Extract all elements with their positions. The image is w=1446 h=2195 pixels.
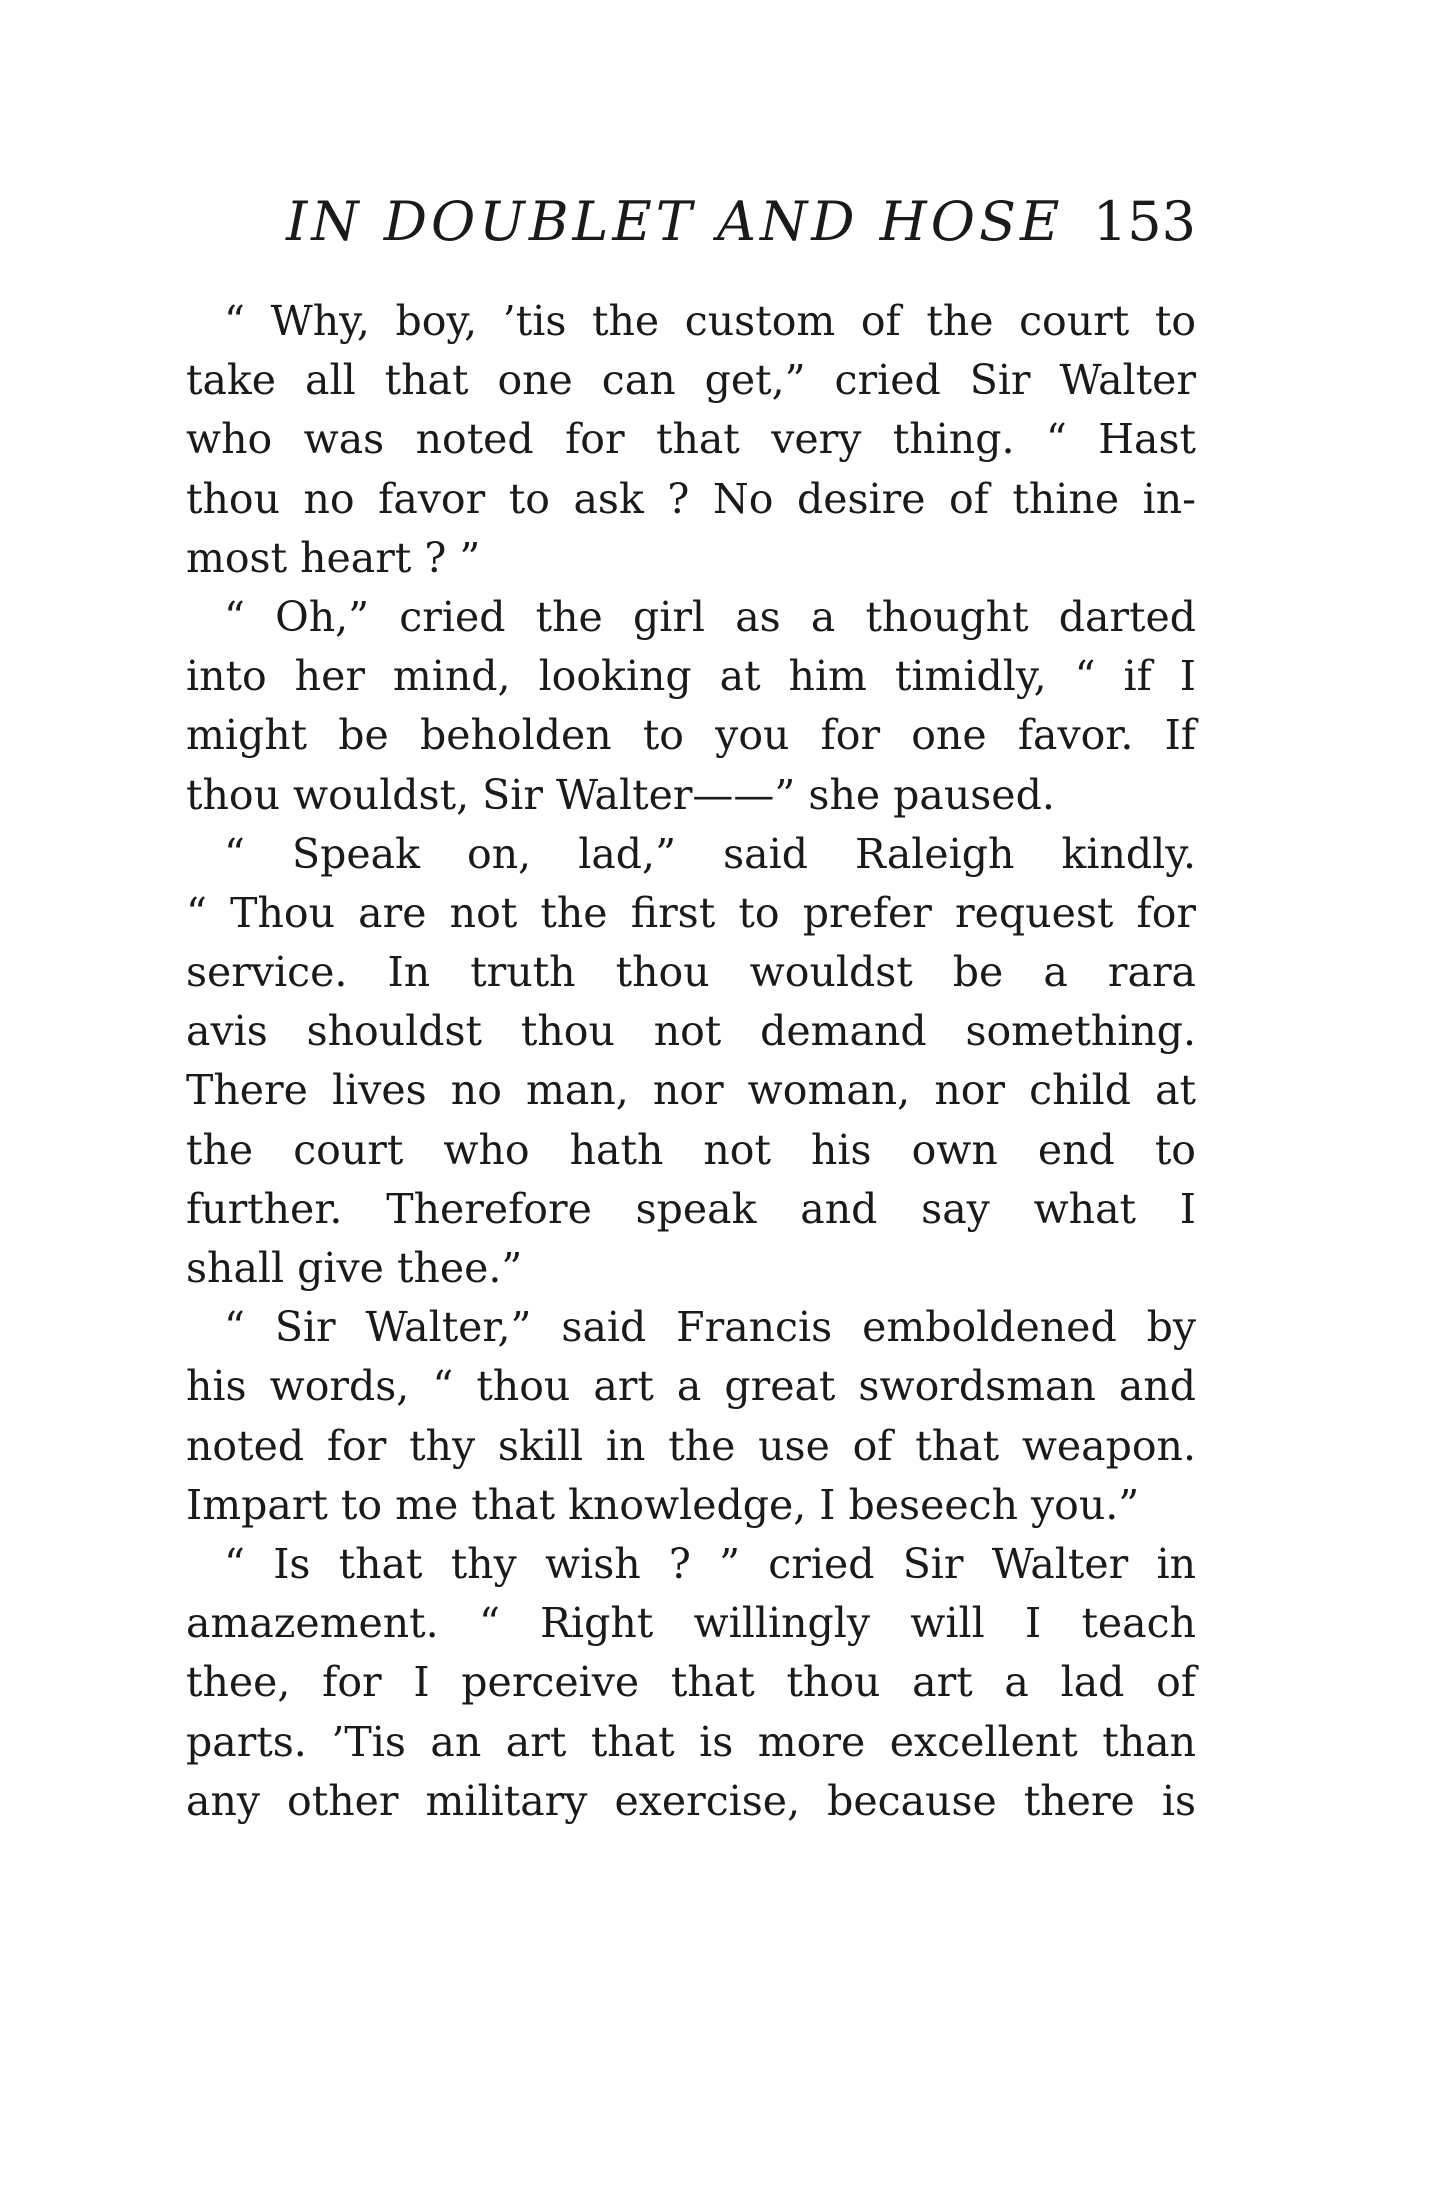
text-line: might be beholden to you for one favor. If [186, 711, 1196, 760]
running-title: IN DOUBLET AND HOSE [286, 190, 1064, 253]
text-line: “ Speak on, lad,” said Raleigh kindly. [224, 829, 1196, 878]
text-line: There lives no man, nor woman, nor child at [186, 1066, 1196, 1115]
text-line: into her mind, looking at him timidly, “ if I [186, 652, 1196, 701]
text-line: take all that one can get,” cried Sir Walter [186, 356, 1196, 405]
text-line: thee, for I perceive that thou art a lad of [186, 1658, 1196, 1707]
text-line: “ Sir Walter,” said Francis emboldened by [224, 1303, 1196, 1352]
text-line: noted for thy skill in the use of that weapon. [186, 1421, 1196, 1470]
text-line: “ Thou are not the first to prefer request for [186, 888, 1196, 937]
text-line: “ Oh,” cried the girl as a thought darted [224, 592, 1196, 641]
page-number: 153 [1092, 190, 1196, 253]
text-line: amazement. “ Right willingly will I teach [186, 1599, 1196, 1648]
text-line: most heart ? ” [186, 533, 481, 582]
text-line: shall give thee.” [186, 1244, 523, 1292]
body-text [186, 292, 1196, 1831]
text-line: his words, “ thou art a great swordsman and [186, 1362, 1196, 1411]
text-line: thou no favor to ask ? No desire of thine in- [186, 474, 1196, 523]
text-line: the court who hath not his own end to [186, 1125, 1196, 1174]
text-line: thou wouldst, Sir Walter——” she paused. [186, 770, 1055, 819]
text-line: “ Why, boy, ’tis the custom of the court to [224, 297, 1196, 345]
text-line: further. Therefore speak and say what I [186, 1184, 1196, 1233]
text-line: parts. ’Tis an art that is more excellent than [186, 1717, 1196, 1766]
text-line: service. In truth thou wouldst be a rara [186, 948, 1196, 997]
text-line: avis shouldst thou not demand something. [186, 1007, 1196, 1056]
text-line: Impart to me that knowledge, I beseech you.” [186, 1480, 1140, 1529]
text-line: who was noted for that very thing. “ Hast [186, 415, 1196, 464]
text-line: “ Is that thy wish ? ” cried Sir Walter in [224, 1539, 1196, 1588]
running-head [186, 182, 1196, 262]
text-line: any other military exercise, because there is [186, 1776, 1196, 1825]
